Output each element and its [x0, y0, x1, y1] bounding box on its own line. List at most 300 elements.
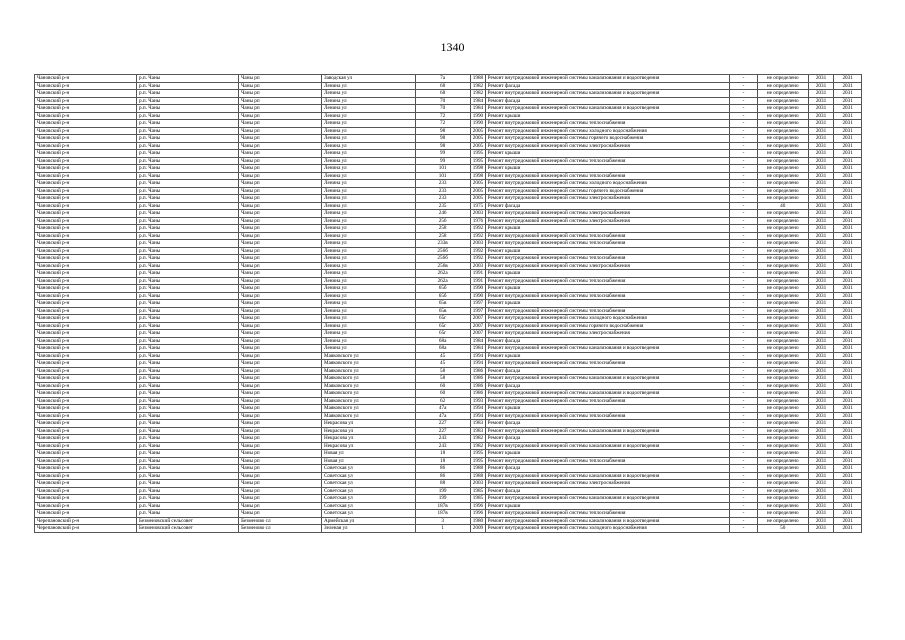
table-row — [35, 135, 862, 143]
cell-street: Ленина ул — [321, 277, 415, 285]
cell-year-start: 2031 — [808, 337, 834, 345]
cell-settlement: р.п. Чаны — [137, 495, 239, 503]
cell-district: Чановский р-н — [35, 150, 137, 158]
cell-marker: - — [730, 307, 758, 315]
cell-cost: не определено — [757, 322, 808, 330]
cell-street: Ленина ул — [321, 180, 415, 188]
cell-year-end: 2031 — [834, 285, 862, 293]
cell-year-end: 2031 — [834, 322, 862, 330]
cell-year-built: 1990 — [470, 112, 485, 120]
cell-marker: - — [730, 517, 758, 525]
cell-settlement: р.п. Чаны — [137, 480, 239, 488]
cell-year-end: 2031 — [834, 390, 862, 398]
cell-cost: не определено — [757, 127, 808, 135]
cell-year-start: 2031 — [808, 210, 834, 218]
cell-work-type: Ремонт внутридомовой инженерной системы холодного водоснабжения — [485, 525, 729, 533]
cell-district: Чановский р-н — [35, 90, 137, 98]
cell-work-type: Ремонт внутридомовой инженерной системы канализования и водоотведения — [485, 75, 729, 83]
cell-settlement: р.п. Чаны — [137, 232, 239, 240]
cell-year-start: 2031 — [808, 412, 834, 420]
cell-year-built: 1988 — [470, 465, 485, 473]
cell-street: Ленина ул — [321, 195, 415, 203]
cell-year-end: 2031 — [834, 217, 862, 225]
cell-house-number: 88 — [415, 480, 470, 488]
cell-settlement: р.п. Чаны — [137, 262, 239, 270]
cell-street: Ленина ул — [321, 127, 415, 135]
cell-house-number: 65г — [415, 315, 470, 323]
cell-district: Чановский р-н — [35, 330, 137, 338]
cell-year-start: 2031 — [808, 300, 834, 308]
cell-marker: - — [730, 172, 758, 180]
cell-locality: Чаны рп — [239, 172, 322, 180]
cell-year-built: 1976 — [470, 217, 485, 225]
cell-house-number: 98 — [415, 127, 470, 135]
cell-district: Чановский р-н — [35, 375, 137, 383]
table-row — [35, 345, 862, 353]
cell-house-number: 101 — [415, 165, 470, 173]
cell-locality: Чаны рп — [239, 225, 322, 233]
cell-settlement: р.п. Чаны — [137, 510, 239, 518]
cell-marker: - — [730, 232, 758, 240]
table-row — [35, 435, 862, 443]
cell-work-type: Ремонт фасада — [485, 487, 729, 495]
cell-year-start: 2031 — [808, 457, 834, 465]
cell-settlement: р.п. Чаны — [137, 97, 239, 105]
cell-district: Чановский р-н — [35, 405, 137, 413]
cell-year-start: 2031 — [808, 240, 834, 248]
table-row — [35, 465, 862, 473]
cell-year-start: 2031 — [808, 90, 834, 98]
cell-year-start: 2031 — [808, 495, 834, 503]
cell-cost: не определено — [757, 165, 808, 173]
cell-work-type: Ремонт внутридомовой инженерной системы теплоснабжения — [485, 157, 729, 165]
cell-district: Чановский р-н — [35, 112, 137, 120]
cell-year-start: 2031 — [808, 165, 834, 173]
cell-year-built: 1984 — [470, 97, 485, 105]
table-row — [35, 285, 862, 293]
cell-marker: - — [730, 360, 758, 368]
cell-year-end: 2031 — [834, 240, 862, 248]
cell-locality: Чаны рп — [239, 330, 322, 338]
cell-marker: - — [730, 502, 758, 510]
cell-house-number: 60 — [415, 390, 470, 398]
page-number: 1340 — [440, 40, 465, 54]
cell-settlement: р.п. Чаны — [137, 285, 239, 293]
cell-house-number: 68 — [415, 90, 470, 98]
table-row — [35, 165, 862, 173]
cell-district: Чановский р-н — [35, 82, 137, 90]
table-row — [35, 232, 862, 240]
cell-cost: не определено — [757, 247, 808, 255]
cell-year-start: 2031 — [808, 345, 834, 353]
cell-work-type: Ремонт внутридомовой инженерной системы электроснабжения — [485, 195, 729, 203]
cell-locality: Чаны рп — [239, 315, 322, 323]
cell-house-number: 199 — [415, 495, 470, 503]
cell-marker: - — [730, 112, 758, 120]
cell-cost: не определено — [757, 442, 808, 450]
cell-marker: - — [730, 240, 758, 248]
cell-marker: - — [730, 195, 758, 203]
cell-street: Некрасова ул — [321, 427, 415, 435]
cell-year-start: 2031 — [808, 390, 834, 398]
cell-cost: не определено — [757, 292, 808, 300]
table-body — [35, 75, 862, 533]
cell-district: Чановский р-н — [35, 442, 137, 450]
cell-settlement: р.п. Чаны — [137, 165, 239, 173]
table-row — [35, 517, 862, 525]
cell-year-end: 2031 — [834, 150, 862, 158]
cell-year-built: 1994 — [470, 360, 485, 368]
cell-house-number: 233 — [415, 187, 470, 195]
cell-settlement: р.п. Чаны — [137, 465, 239, 473]
table-row — [35, 442, 862, 450]
cell-settlement: р.п. Чаны — [137, 247, 239, 255]
table-row — [35, 495, 862, 503]
cell-cost: не определено — [757, 210, 808, 218]
cell-year-start: 2031 — [808, 82, 834, 90]
cell-cost: не определено — [757, 300, 808, 308]
cell-year-start: 2031 — [808, 375, 834, 383]
cell-cost: не определено — [757, 420, 808, 428]
cell-work-type: Ремонт внутридомовой инженерной системы холодного водоснабжения — [485, 127, 729, 135]
cell-cost: не определено — [757, 472, 808, 480]
cell-work-type: Ремонт фасада — [485, 337, 729, 345]
table-row — [35, 322, 862, 330]
cell-street: Ленина ул — [321, 322, 415, 330]
cell-district: Чановский р-н — [35, 195, 137, 203]
cell-street: Ленина ул — [321, 135, 415, 143]
cell-year-start: 2031 — [808, 352, 834, 360]
cell-marker: - — [730, 285, 758, 293]
cell-locality: Чаны рп — [239, 262, 322, 270]
cell-year-end: 2031 — [834, 187, 862, 195]
cell-house-number: 187в — [415, 510, 470, 518]
cell-district: Чановский р-н — [35, 75, 137, 83]
cell-marker: - — [730, 427, 758, 435]
cell-house-number: 227 — [415, 420, 470, 428]
cell-settlement: р.п. Чаны — [137, 127, 239, 135]
cell-cost: не определено — [757, 142, 808, 150]
cell-year-start: 2031 — [808, 157, 834, 165]
cell-cost: не определено — [757, 82, 808, 90]
cell-street: Советская ул — [321, 502, 415, 510]
cell-marker: - — [730, 270, 758, 278]
cell-cost: не определено — [757, 457, 808, 465]
table-row — [35, 330, 862, 338]
table-row — [35, 172, 862, 180]
table-row — [35, 292, 862, 300]
cell-work-type: Ремонт внутридомовой инженерной системы теплоснабжения — [485, 307, 729, 315]
cell-house-number: 86 — [415, 472, 470, 480]
cell-cost: не определено — [757, 360, 808, 368]
cell-cost: не определено — [757, 345, 808, 353]
cell-work-type: Ремонт фасада — [485, 82, 729, 90]
cell-house-number: 187в — [415, 502, 470, 510]
cell-street: Маяковского ул — [321, 367, 415, 375]
cell-district: Чановский р-н — [35, 157, 137, 165]
cell-settlement: р.п. Чаны — [137, 112, 239, 120]
cell-year-end: 2031 — [834, 277, 862, 285]
table-row — [35, 277, 862, 285]
cell-marker: - — [730, 262, 758, 270]
cell-year-end: 2031 — [834, 330, 862, 338]
cell-year-end: 2031 — [834, 157, 862, 165]
cell-year-end: 2031 — [834, 180, 862, 188]
cell-settlement: р.п. Чаны — [137, 472, 239, 480]
cell-locality: Чаны рп — [239, 195, 322, 203]
cell-marker: - — [730, 390, 758, 398]
cell-street: Маяковского ул — [321, 405, 415, 413]
cell-locality: Чаны рп — [239, 502, 322, 510]
cell-year-end: 2031 — [834, 300, 862, 308]
table-row — [35, 187, 862, 195]
cell-settlement: р.п. Чаны — [137, 105, 239, 113]
cell-street: Ленина ул — [321, 232, 415, 240]
cell-locality: Чаны рп — [239, 187, 322, 195]
cell-year-built: 1994 — [470, 405, 485, 413]
cell-locality: Чаны рп — [239, 165, 322, 173]
cell-locality: Чаны рп — [239, 112, 322, 120]
cell-year-end: 2031 — [834, 345, 862, 353]
cell-district: Чановский р-н — [35, 337, 137, 345]
cell-year-end: 2031 — [834, 172, 862, 180]
cell-marker: - — [730, 120, 758, 128]
cell-house-number: 233 — [415, 195, 470, 203]
cell-street: Армейская ул — [321, 517, 415, 525]
cell-marker: - — [730, 352, 758, 360]
cell-settlement: р.п. Чаны — [137, 375, 239, 383]
cell-district: Чановский р-н — [35, 397, 137, 405]
cell-street: Ленина ул — [321, 82, 415, 90]
table-row — [35, 420, 862, 428]
cell-settlement: р.п. Чаны — [137, 217, 239, 225]
cell-street: Ленина ул — [321, 240, 415, 248]
cell-district: Чановский р-н — [35, 202, 137, 210]
table-row — [35, 247, 862, 255]
cell-district: Чановский р-н — [35, 172, 137, 180]
cell-year-start: 2031 — [808, 75, 834, 83]
cell-work-type: Ремонт внутридомовой инженерной системы канализования и водоотведения — [485, 472, 729, 480]
cell-district: Чановский р-н — [35, 270, 137, 278]
cell-locality: Чаны рп — [239, 307, 322, 315]
cell-district: Чановский р-н — [35, 345, 137, 353]
cell-house-number: 98 — [415, 142, 470, 150]
cell-locality: Чаны рп — [239, 120, 322, 128]
table-row — [35, 337, 862, 345]
cell-year-start: 2031 — [808, 187, 834, 195]
cell-district: Чановский р-н — [35, 427, 137, 435]
cell-cost: не определено — [757, 270, 808, 278]
cell-house-number: 101 — [415, 172, 470, 180]
cell-work-type: Ремонт внутридомовой инженерной системы электроснабжения — [485, 142, 729, 150]
cell-year-start: 2031 — [808, 97, 834, 105]
cell-locality: Чаны рп — [239, 90, 322, 98]
cell-year-built: 1982 — [470, 90, 485, 98]
cell-street: Некрасова ул — [321, 435, 415, 443]
cell-street: Советская ул — [321, 510, 415, 518]
repair-schedule-table — [34, 74, 862, 533]
cell-marker: - — [730, 322, 758, 330]
cell-year-start: 2031 — [808, 127, 834, 135]
cell-year-end: 2031 — [834, 420, 862, 428]
cell-house-number: 62 — [415, 397, 470, 405]
cell-marker: - — [730, 465, 758, 473]
cell-year-end: 2031 — [834, 502, 862, 510]
cell-year-end: 2031 — [834, 120, 862, 128]
cell-year-start: 2031 — [808, 397, 834, 405]
cell-year-built: 2009 — [470, 525, 485, 533]
table-row — [35, 352, 862, 360]
cell-district: Чановский р-н — [35, 120, 137, 128]
cell-district: Чановский р-н — [35, 487, 137, 495]
cell-marker: - — [730, 510, 758, 518]
cell-street: Маяковского ул — [321, 375, 415, 383]
cell-work-type: Ремонт внутридомовой инженерной системы теплоснабжения — [485, 457, 729, 465]
table-row — [35, 120, 862, 128]
cell-work-type: Ремонт внутридомовой инженерной системы холодного водоснабжения — [485, 180, 729, 188]
cell-district: Чановский р-н — [35, 97, 137, 105]
table-row — [35, 225, 862, 233]
cell-street: Зеленая ул — [321, 525, 415, 533]
cell-house-number: 45 — [415, 360, 470, 368]
cell-year-end: 2031 — [834, 210, 862, 218]
cell-locality: Чаны рп — [239, 382, 322, 390]
cell-cost: не определено — [757, 135, 808, 143]
cell-work-type: Ремонт внутридомовой инженерной системы канализования и водоотведения — [485, 427, 729, 435]
cell-locality: Чаны рп — [239, 270, 322, 278]
cell-house-number: 47а — [415, 405, 470, 413]
cell-district: Чановский р-н — [35, 315, 137, 323]
cell-settlement: р.п. Чаны — [137, 427, 239, 435]
cell-year-built: 1983 — [470, 420, 485, 428]
cell-year-end: 2031 — [834, 262, 862, 270]
cell-cost: не определено — [757, 150, 808, 158]
cell-district: Чановский р-н — [35, 262, 137, 270]
cell-district: Чановский р-н — [35, 420, 137, 428]
cell-house-number: 235 — [415, 202, 470, 210]
cell-work-type: Ремонт внутридомовой инженерной системы электроснабжения — [485, 210, 729, 218]
cell-year-start: 2031 — [808, 322, 834, 330]
cell-settlement: р.п. Чаны — [137, 435, 239, 443]
cell-district: Чановский р-н — [35, 255, 137, 263]
cell-settlement: р.п. Чаны — [137, 150, 239, 158]
cell-marker: - — [730, 472, 758, 480]
cell-year-start: 2031 — [808, 112, 834, 120]
cell-house-number: 68 — [415, 82, 470, 90]
cell-year-built: 1983 — [470, 427, 485, 435]
table-row — [35, 315, 862, 323]
cell-year-built: 1991 — [470, 270, 485, 278]
cell-street: Ленина ул — [321, 307, 415, 315]
cell-work-type: Ремонт внутридомовой инженерной системы электроснабжения — [485, 330, 729, 338]
cell-house-number: 256в — [415, 262, 470, 270]
cell-cost: не определено — [757, 240, 808, 248]
cell-settlement: Безменовский сельсовет — [137, 525, 239, 533]
cell-year-built: 2005 — [470, 187, 485, 195]
cell-year-built: 1982 — [470, 82, 485, 90]
cell-street: Новая ул — [321, 457, 415, 465]
cell-locality: Чаны рп — [239, 232, 322, 240]
cell-marker: - — [730, 202, 758, 210]
cell-house-number: 58 — [415, 375, 470, 383]
cell-marker: - — [730, 405, 758, 413]
cell-cost: не определено — [757, 187, 808, 195]
cell-district: Чановский р-н — [35, 465, 137, 473]
cell-house-number: 256б — [415, 247, 470, 255]
cell-marker: - — [730, 397, 758, 405]
cell-year-built: 1990 — [470, 285, 485, 293]
cell-street: Ленина ул — [321, 300, 415, 308]
cell-year-end: 2031 — [834, 105, 862, 113]
cell-year-end: 2031 — [834, 97, 862, 105]
cell-settlement: р.п. Чаны — [137, 172, 239, 180]
cell-marker: - — [730, 210, 758, 218]
cell-house-number: 65в — [415, 300, 470, 308]
cell-street: Маяковского ул — [321, 397, 415, 405]
cell-locality: Чаны рп — [239, 450, 322, 458]
cell-house-number: 98 — [415, 135, 470, 143]
cell-district: Чановский р-н — [35, 240, 137, 248]
table-row — [35, 240, 862, 248]
cell-street: Ленина ул — [321, 217, 415, 225]
cell-locality: Чаны рп — [239, 142, 322, 150]
cell-cost: не определено — [757, 450, 808, 458]
cell-year-end: 2031 — [834, 412, 862, 420]
table-row — [35, 457, 862, 465]
cell-year-built: 2007 — [470, 330, 485, 338]
cell-settlement: р.п. Чаны — [137, 120, 239, 128]
cell-year-built: 2005 — [470, 142, 485, 150]
cell-year-end: 2031 — [834, 465, 862, 473]
table-row — [35, 195, 862, 203]
cell-locality: Чаны рп — [239, 435, 322, 443]
cell-year-start: 2031 — [808, 180, 834, 188]
cell-year-built: 1992 — [470, 225, 485, 233]
cell-settlement: р.п. Чаны — [137, 255, 239, 263]
cell-marker: - — [730, 480, 758, 488]
cell-marker: - — [730, 382, 758, 390]
cell-settlement: р.п. Чаны — [137, 360, 239, 368]
cell-house-number: 65б — [415, 292, 470, 300]
cell-marker: - — [730, 105, 758, 113]
cell-year-built: 1993 — [470, 397, 485, 405]
cell-year-end: 2031 — [834, 270, 862, 278]
cell-locality: Чаны рп — [239, 375, 322, 383]
cell-cost: не определено — [757, 502, 808, 510]
cell-year-end: 2031 — [834, 112, 862, 120]
cell-year-start: 2031 — [808, 202, 834, 210]
cell-settlement: р.п. Чаны — [137, 367, 239, 375]
cell-cost: не определено — [757, 315, 808, 323]
cell-work-type: Ремонт крыши — [485, 405, 729, 413]
cell-marker: - — [730, 330, 758, 338]
cell-year-built: 1992 — [470, 255, 485, 263]
cell-year-built: 1992 — [470, 232, 485, 240]
cell-year-built: 2003 — [470, 240, 485, 248]
cell-settlement: р.п. Чаны — [137, 397, 239, 405]
cell-street: Ленина ул — [321, 345, 415, 353]
cell-year-start: 2031 — [808, 135, 834, 143]
cell-cost: не определено — [757, 352, 808, 360]
cell-year-built: 1975 — [470, 202, 485, 210]
cell-locality: Чаны рп — [239, 442, 322, 450]
cell-cost: не определено — [757, 367, 808, 375]
cell-year-start: 2031 — [808, 435, 834, 443]
cell-street: Маяковского ул — [321, 390, 415, 398]
cell-marker: - — [730, 180, 758, 188]
cell-locality: Чаны рп — [239, 487, 322, 495]
cell-cost: не определено — [757, 285, 808, 293]
